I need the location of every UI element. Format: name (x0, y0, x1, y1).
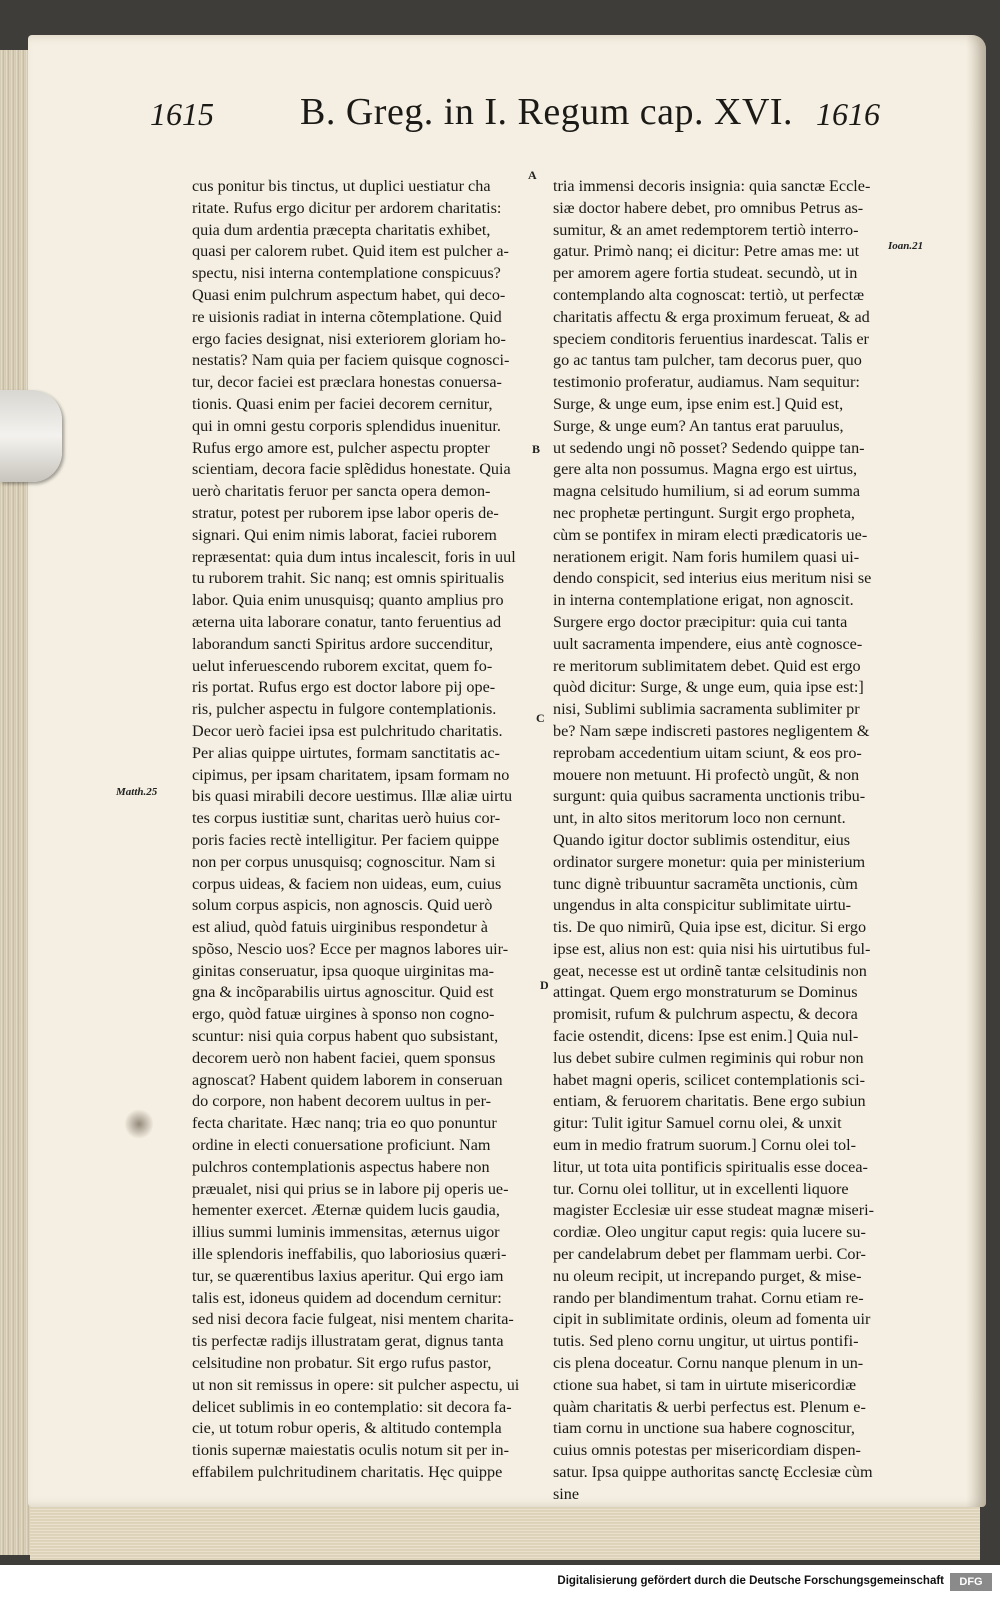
right-column-line: cordiæ. Oleo ungitur caput regis: quia lucere su- (553, 1223, 866, 1242)
right-column-line: rando per blandimentum trahat. Cornu etiam re- (553, 1288, 864, 1307)
right-column-line: quòd dicitur: Surge, & unge eum, quia ipse est:] (553, 678, 864, 697)
right-column-line: surgunt: quia quibus sacramenta unctionis tribu- (553, 787, 866, 806)
left-column-line: celsitudine non probatur. Sit ergo rufus pastor, (192, 1354, 492, 1373)
right-column-line: sumitur, & an amet redemptorem tertiò interro- (553, 220, 859, 239)
left-column-line: spectu, nisi interna contemplatione conspicuus? (192, 264, 501, 283)
left-column-line: solum corpus aspicis, non agnoscis. Quid uerò (192, 896, 493, 915)
right-column-line: Surge, & unge eum? An tantus erat paruulus, (553, 416, 844, 435)
right-column-line: litur, ut tota uita pontificis spiritualis esse docea- (553, 1157, 868, 1176)
left-column-line: decorem uerò non habent faciei, quem sponsus (192, 1048, 496, 1067)
left-column-line: ille splendoris ineffabilis, quo laboriosius quæri- (192, 1245, 507, 1264)
right-column-line: ut sedendo ungi nõ posset? Sedendo quippe tan- (553, 438, 865, 457)
right-column-line: tiam cornu in unctione sua habere cognoscitur, (553, 1419, 855, 1438)
left-column-line: scientiam, decora facie splẽdidus honestate. Quia (192, 460, 511, 479)
right-column-line: uult sacramenta impendere, eius antè cognosce- (553, 634, 863, 653)
left-column-line: tu ruborem trahit. Sic nanq; est omnis spiritualis (192, 569, 505, 588)
left-column-line: ut non sit remissus in opere: sit pulcher aspectu, ui (192, 1375, 520, 1394)
left-column-line: stratur, potest per ruborem ipse labor operis de- (192, 503, 499, 522)
left-text-column (192, 176, 537, 1484)
right-column-line: contemplando alta cognoscat: tertiò, ut perfectæ (553, 285, 865, 304)
page-gutter-shadow (966, 35, 986, 1507)
left-column-line: talis est, idoneus quidem ad docendum cernitur: (192, 1288, 502, 1307)
margin-gloss-ioan: Ioan.21 (888, 240, 924, 252)
section-marker-b: B (532, 442, 541, 456)
right-column-line: nerationem erigit. Nam foris humilem quasi ui- (553, 547, 860, 566)
right-column-line: speciem conditoris feruentius inardescat. Talis er (553, 329, 869, 348)
right-column-line: facie ostendit, dicens: Ipse est enim.] Quia nul- (553, 1027, 859, 1046)
left-column-line: ginitas conseruatur, ipsa quoque uirginitas ma- (192, 961, 495, 980)
left-column-line: præualet, nisi qui prius se in labore pij operis ue- (192, 1179, 509, 1198)
right-column-line: gere alta non possumus. Magna ergo est uirtus, (553, 460, 858, 479)
right-column-line: mouere non metuunt. Hi profectò ungũt, & non (553, 765, 860, 784)
left-column-line: quia dum ardentia præcepta charitatis exhibet, (192, 220, 491, 239)
left-column-line: quasi per calorem rubet. Quid item est pulcher a- (192, 242, 509, 261)
left-column-line: tionis. Quasi enim per faciei decorem cernitur, (192, 394, 493, 413)
left-column-line: uerò charitatis feruor per sancta opera demon- (192, 482, 491, 501)
right-column-line: tutis. Sed pleno cornu ungitur, ut uirtus pontifi- (553, 1332, 859, 1351)
right-column-line: tis. De quo nimirũ, Quia ipse est, dicitur. Si ergo (553, 918, 867, 937)
right-column-line: magister Ecclesiæ uir esse studeat magnæ miseri- (553, 1201, 874, 1220)
right-column-line: nec prophetæ pertingunt. Surgit ergo propheta, (553, 503, 855, 522)
right-column-line: in interna contemplatione erigat, non agnoscit. (553, 591, 854, 610)
left-column-line: qui in omni gestu corporis splendidus inuenitur. (192, 416, 501, 435)
left-column-line: cie, ut totum robur operis, & altitudo contempla (192, 1419, 502, 1438)
left-column-line: cipimus, per ipsam charitatem, ipsam formam no (192, 765, 510, 784)
left-column-line: sed nisi decora facie fulgeat, nisi mentem charita- (192, 1310, 514, 1329)
right-column-line: siæ doctor habere debet, pro omnibus Petrus as- (553, 198, 864, 217)
left-column-line: illius summi luminis immensitas, æternus uigor (192, 1223, 500, 1242)
section-marker-a: A (528, 168, 537, 182)
right-column-line: testimonio proferatur, audiamus. Nam sequitur: (553, 373, 860, 392)
page-number-right: 1616 (816, 96, 880, 132)
right-column-line: reprobam accedentium uitam sciunt, & eos pro- (553, 743, 862, 762)
right-column-line: unt, in alto sitos meritorum loco non cernunt. (553, 809, 846, 828)
left-column-line: æterna uita laborare conatur, tanto feruentius ad (192, 612, 502, 631)
left-column-line: Rufus ergo amore est, pulcher aspectu propter (192, 438, 490, 457)
margin-gloss-matth: Matth.25 (116, 786, 158, 798)
right-column-line: cis plena doceatur. Cornu nanque plenum in un- (553, 1354, 864, 1373)
left-column-line: labor. Quia enim unusquisq; quanto amplius pro (192, 591, 504, 610)
left-column-line: tur, decor faciei est præclara honestas conuersa- (192, 373, 502, 392)
right-column-line: lus debet subire culmen regiminis qui robur non (553, 1048, 864, 1067)
left-column-line: tes corpus iustitiæ sunt, charitas uerò huius cor- (192, 809, 501, 828)
left-column-line: tionis supernæ maiestatis oculis notum sit per in- (192, 1441, 509, 1460)
left-column-line: corpus uideas, & faciem non uideas, eum, cuius (192, 874, 502, 893)
section-marker-c: C (536, 711, 545, 725)
right-text-column (553, 176, 888, 1506)
right-column-line: ungendus in alta conspicitur sublimitate uirtu- (553, 896, 852, 915)
right-column-line: tunc dignè tribuuntur sacramẽta unctionis, cùm (553, 874, 858, 893)
left-column-line: tis perfectæ radijs illustratam gerat, dignus tanta (192, 1332, 504, 1351)
left-column-line: ris portat. Rufus ergo est doctor labore pij ope- (192, 678, 496, 697)
page-clip (0, 390, 62, 482)
right-column-line: promisit, rufum & pulchrum aspectu, & decora (553, 1005, 858, 1024)
left-column-line: scuntur: nisi quia corpus habent quo subsistant, (192, 1027, 499, 1046)
right-column-line: nisi, Sublimi sublimia sacramenta sublimiter pr (553, 700, 860, 719)
left-column-line: gna & incõparabilis uirtus agnoscitur. Quid est (192, 983, 494, 1002)
left-column-line: uelut inferuescendo ruborem excitat, quem fo- (192, 656, 493, 675)
left-column-line: hementer exercet. Æternæ quidem lucis gaudia, (192, 1201, 500, 1220)
left-column-line: nestatis? Nam quia per faciem quisque cognosci- (192, 351, 510, 370)
right-column-line: Surgere ergo doctor præcipitur: quia cui tanta (553, 612, 848, 631)
right-column-line: habet magni operis, scilicet contemplationis sci- (553, 1070, 865, 1089)
left-column-line: signari. Qui enim nimis laborat, faciei ruborem (192, 525, 497, 544)
funding-credit: Digitalisierung gefördert durch die Deutsche Forschungsgemeinschaft (557, 1575, 944, 1587)
left-column-line: re uisionis radiat in interna cõtemplatione. Quid (192, 307, 502, 326)
left-column-line: agnoscat? Habent quidem laborem in conseruan (192, 1070, 503, 1089)
right-column-line: per amorem agere fortia studeat. secundò, ut in (553, 264, 858, 283)
left-column-line: ergo facies designat, nisi exteriorem gloriam ho- (192, 329, 506, 348)
left-column-line: pulchros contemplationis aspectus habere non (192, 1157, 490, 1176)
right-column-line: per candelabrum debet per flammam uerbi. Cor- (553, 1245, 866, 1264)
left-column-line: tur, se quærentibus laxius aperitur. Qui ergo iam (192, 1266, 504, 1285)
right-column-line: geat, necesse est ut ordinẽ tantæ celsitudinis non (553, 961, 867, 980)
right-column-line: Quando igitur doctor sublimis ostenditur, eius (553, 830, 850, 849)
left-column-line: fecta charitate. Hæc nanq; tria eo quo ponuntur (192, 1114, 497, 1133)
right-column-line: nu oleum recipit, ut increpando purget, & mise- (553, 1266, 862, 1285)
right-column-line: gitur: Tulit igitur Samuel cornu olei, & unxit (553, 1114, 842, 1133)
right-column-line: dendo conspicit, sed interius eius meritum nisi se (553, 569, 872, 588)
page-number-left: 1615 (150, 96, 214, 132)
right-column-line: ordinator surgere monetur: quia per ministerium (553, 852, 866, 871)
right-column-line: cùm se pontifex in miram electi prædicatoris ue- (553, 525, 868, 544)
right-column-line: magna celsitudo humilium, si ad eorum summa (553, 482, 861, 501)
right-column-line: satur. Ipsa quippe authoritas sanctę Ecclesiæ cùm (553, 1463, 873, 1482)
running-title: B. Greg. in I. Regum cap. XVI. (300, 91, 794, 133)
page-header (150, 91, 880, 156)
left-column-line: Per alias quippe uirtutes, formam sanctitatis ac- (192, 743, 500, 762)
left-column-line: ritate. Rufus ergo dicitur per ardorem charitatis: (192, 198, 502, 217)
ink-stain (125, 1108, 153, 1140)
right-column-line: cipit in sublimitate ordinis, oleum ad fomenta uir (553, 1310, 871, 1329)
right-column-line: quàm charitatis & uerbi perfectus est. Plenum e- (553, 1397, 866, 1416)
left-column-line: non per corpus unusquisq; cognoscitur. Nam si (192, 852, 496, 871)
right-column-line: charitatis affectu & erga proximum ferueat, & ad (553, 307, 870, 326)
left-column-line: effabilem pulchritudinem charitatis. Hęc quippe (192, 1463, 503, 1482)
book-bottom-edge (30, 1505, 980, 1560)
digitization-footer (0, 1565, 1000, 1603)
dfg-logo: DFG (950, 1573, 992, 1591)
right-column-line: sine (553, 1484, 580, 1503)
right-column-line: re meritorum sublimitatem debet. Quid est ergo (553, 656, 861, 675)
left-column-line: repræsentat: quia dum intus incalescit, foris in uul (192, 547, 516, 566)
right-column-line: ctione sua habet, si tam in uirtute misericordiæ (553, 1375, 856, 1394)
right-column-line: entiam, & feruorem charitatis. Bene ergo subiun (553, 1092, 866, 1111)
left-column-line: ris, pulcher aspectu in fulgore contemplationis. (192, 700, 497, 719)
left-column-line: laborandum sancti Spiritus ardore succenditur, (192, 634, 493, 653)
right-column-line: Surge, & unge eum, ipse enim est.] Quid est, (553, 394, 844, 413)
left-column-line: ergo, quòd fatuæ uirgines à sponso non cogno- (192, 1005, 495, 1024)
right-column-line: tur. Cornu olei tollitur, ut in excellenti liquore (553, 1179, 849, 1198)
left-column-line: poris facies rectè intelligitur. Per faciem quippe (192, 830, 500, 849)
right-column-line: tria immensi decoris insignia: quia sanctæ Eccle- (553, 177, 871, 195)
left-column-line: spõso, Nescio uos? Ecce per magnos labores uir- (192, 939, 509, 958)
left-column-line: bis quasi mirabili decore uestimus. Illæ aliæ uirtu (192, 787, 513, 806)
section-marker-d: D (540, 978, 549, 992)
right-column-line: ipse est, alius non est: quia nisi his uirtutibus ful- (553, 939, 871, 958)
right-column-line: cuius omnis potestas per misericordiam dispen- (553, 1441, 861, 1460)
left-column-line: Quasi enim pulchrum aspectum habet, qui deco- (192, 285, 506, 304)
left-column-line: do corpore, non habent decorem uultus in per- (192, 1092, 492, 1111)
right-column-line: attingat. Quem ergo monstraturum se Dominus (553, 983, 858, 1002)
right-column-line: go ac tantus tam pulcher, tam decorus puer, quo (553, 351, 862, 370)
left-column-line: delicet sublimis in eo contemplatio: sit decora fa- (192, 1397, 512, 1416)
left-column-line: cus ponitur bis tinctus, ut duplici uestiatur cha (192, 177, 491, 195)
right-column-line: gatur. Primò nanq; ei dicitur: Petre amas me: ut (553, 242, 860, 261)
right-column-line: eum in medio fratrum suorum.] Cornu olei tol- (553, 1136, 857, 1155)
right-column-line: be? Nam sæpe indiscreti pastores negligentem & (553, 721, 870, 740)
left-column-line: est aliud, quòd fatuis uirginibus respondetur à (192, 918, 488, 937)
left-column-line: ordine in electi conuersatione proficiunt. Nam (192, 1136, 491, 1155)
left-column-line: Decor uerò faciei ipsa est pulchritudo charitatis. (192, 721, 503, 740)
